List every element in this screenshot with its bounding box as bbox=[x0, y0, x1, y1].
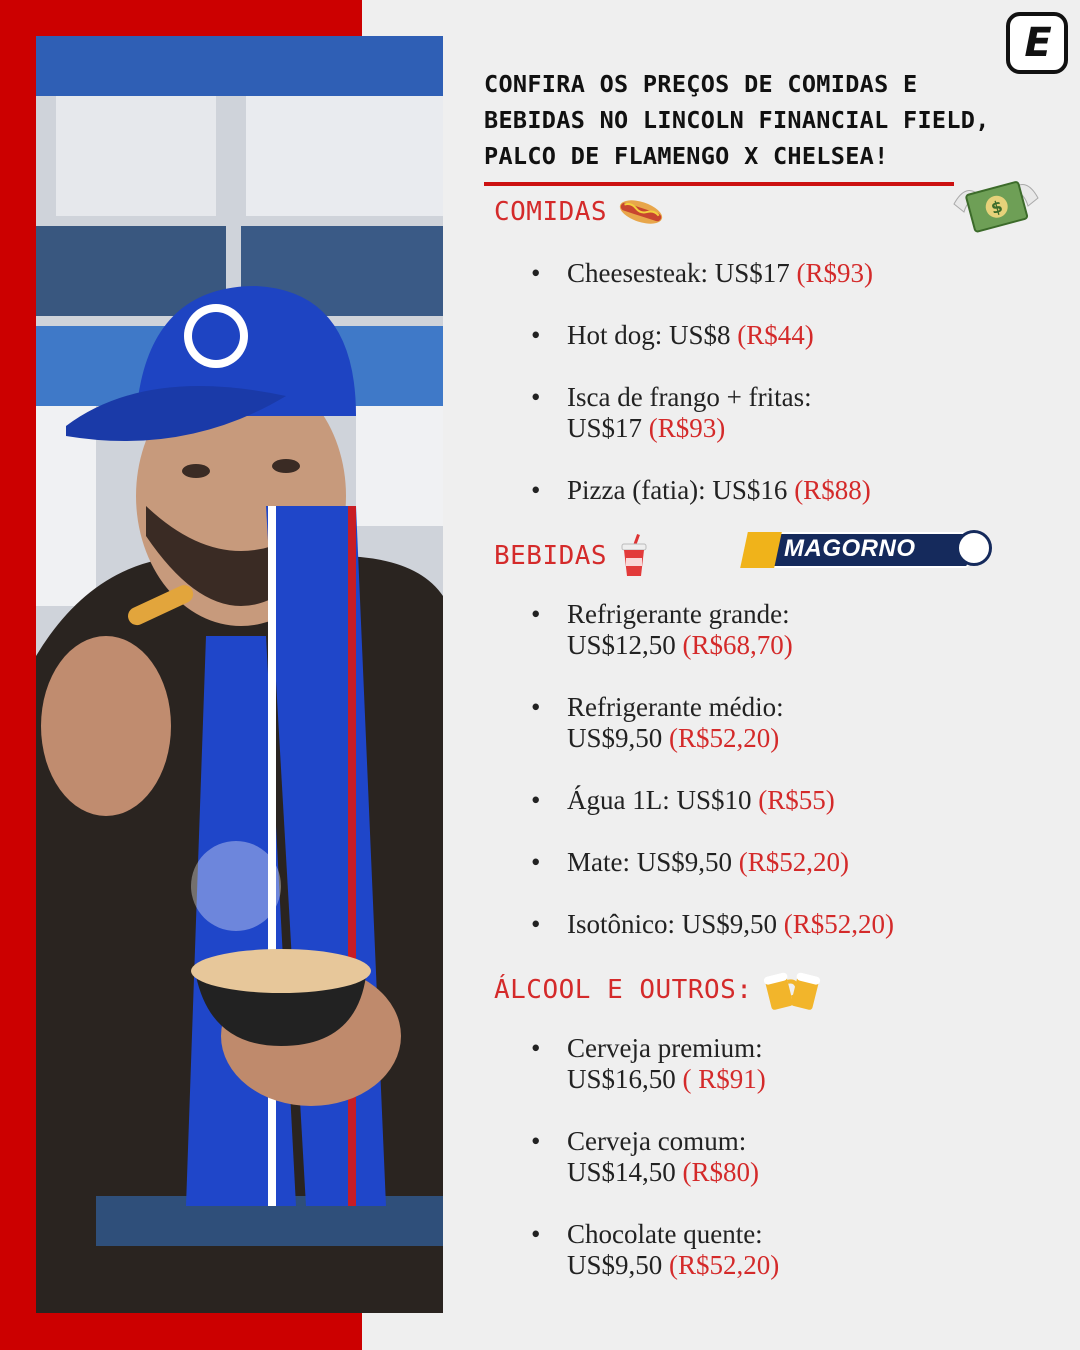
item-price-brl: (R$88) bbox=[794, 475, 871, 505]
item-price-usd: Água 1L: US$10 bbox=[567, 785, 752, 815]
list-item bbox=[567, 909, 1067, 940]
list-item bbox=[567, 258, 1067, 289]
item-name: • Cerveja comum: bbox=[567, 1126, 747, 1156]
item-price-usd: US$12,50 bbox=[567, 630, 676, 660]
item-price-usd: US$17 bbox=[567, 413, 643, 443]
headline-line: BEBIDAS NO LINCOLN FINANCIAL FIELD, bbox=[484, 106, 990, 134]
lightning-bolt-icon bbox=[956, 530, 992, 566]
section-title: BEBIDAS bbox=[494, 541, 608, 571]
item-name: • Isca de frango + fritas: bbox=[567, 382, 812, 412]
list-item bbox=[567, 1033, 1067, 1095]
list-item bbox=[567, 1126, 1067, 1188]
item-name: • Cerveja premium: bbox=[567, 1033, 763, 1063]
soda-cup-icon bbox=[617, 534, 651, 578]
beer-mugs-icon bbox=[762, 966, 822, 1014]
money-wings-icon bbox=[950, 168, 1042, 246]
item-price-usd: Cheesesteak: US$17 bbox=[567, 258, 790, 288]
item-price-brl: (R$93) bbox=[796, 258, 873, 288]
item-price-usd: Mate: US$9,50 bbox=[567, 847, 732, 877]
item-price-brl: (R$93) bbox=[648, 413, 726, 443]
fan-photo bbox=[36, 36, 443, 1313]
list-item bbox=[567, 475, 1067, 506]
item-price-brl: (R$55) bbox=[758, 785, 835, 815]
headline-line: PALCO DE FLAMENGO X CHELSEA! bbox=[484, 142, 889, 170]
item-name: • Refrigerante grande: bbox=[567, 599, 790, 629]
item-price-brl: (R$52,20) bbox=[738, 847, 849, 877]
list-item bbox=[567, 1219, 1067, 1281]
item-price-usd: US$9,50 bbox=[567, 1250, 663, 1280]
item-price-usd: US$16,50 bbox=[567, 1064, 676, 1094]
item-price-brl: (R$52,20) bbox=[783, 909, 895, 939]
item-price-usd: US$9,50 bbox=[567, 723, 663, 753]
item-price-brl: (R$44) bbox=[737, 320, 814, 350]
item-name: • Chocolate quente: bbox=[567, 1219, 763, 1249]
list-item bbox=[567, 320, 1067, 351]
sponsor-name: MAGORNO bbox=[784, 535, 916, 562]
headline bbox=[484, 66, 1074, 174]
item-price-brl: (R$52,20) bbox=[669, 723, 780, 753]
hot-dog-icon bbox=[617, 194, 665, 230]
item-price-usd: US$14,50 bbox=[567, 1157, 676, 1187]
item-price-brl: (R$68,70) bbox=[682, 630, 793, 660]
list-item bbox=[567, 382, 1067, 444]
section-bebidas-title bbox=[494, 534, 651, 578]
headline-line: CONFIRA OS PREÇOS DE COMIDAS E bbox=[484, 70, 918, 98]
list-item bbox=[567, 847, 1067, 878]
section-comidas-title bbox=[494, 194, 665, 230]
item-price-brl: ( R$91) bbox=[682, 1064, 766, 1094]
item-price-usd: Isotônico: US$9,50 bbox=[567, 909, 778, 939]
section-title: ÁLCOOL E OUTROS: bbox=[494, 975, 753, 1005]
logo-letter: E bbox=[1024, 20, 1050, 66]
espn-logo bbox=[1006, 12, 1068, 74]
item-price-brl: (R$52,20) bbox=[669, 1250, 780, 1280]
item-price-usd: Hot dog: US$8 bbox=[567, 320, 731, 350]
item-price-brl: (R$80) bbox=[682, 1157, 760, 1187]
magorno-sponsor-badge bbox=[744, 526, 990, 572]
list-item bbox=[567, 599, 1067, 661]
headline-divider bbox=[484, 182, 954, 186]
item-name: • Refrigerante médio: bbox=[567, 692, 784, 722]
svg-text:$: $ bbox=[988, 196, 1005, 218]
item-price-usd: Pizza (fatia): US$16 bbox=[567, 475, 788, 505]
list-item bbox=[567, 692, 1067, 754]
list-item bbox=[567, 785, 1067, 816]
section-alcool-title bbox=[494, 966, 822, 1014]
section-title: COMIDAS bbox=[494, 197, 608, 227]
